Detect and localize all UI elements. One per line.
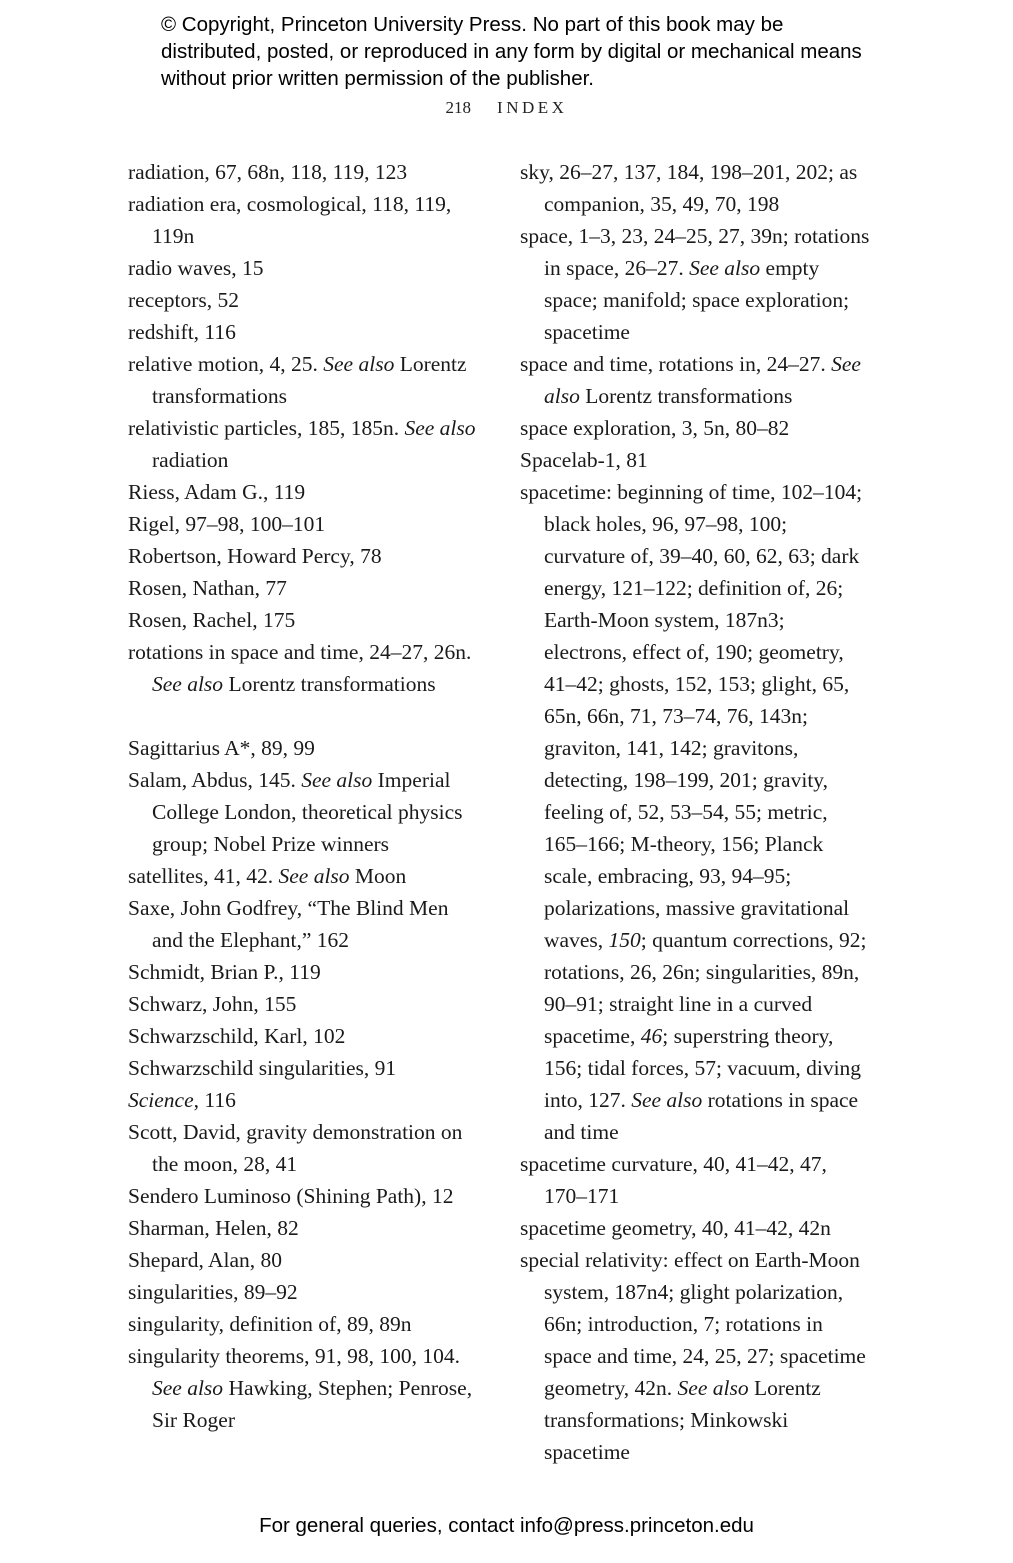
index-entry bbox=[520, 1212, 872, 1244]
index-entry bbox=[128, 1212, 480, 1244]
entry-text: Schwarz, John, 155 bbox=[128, 992, 297, 1016]
index-entry bbox=[128, 348, 480, 412]
see-also-label: See also bbox=[295, 768, 373, 792]
entry-text: space and time, rotations in, 24–27. bbox=[520, 352, 826, 376]
entry-text: Saxe, John Godfrey, “The Blind Men and the Elephant,” 162 bbox=[128, 896, 449, 952]
entry-text: redshift, 116 bbox=[128, 320, 236, 344]
index-entry bbox=[520, 412, 872, 444]
entry-text: Schwarzschild singularities, 91 bbox=[128, 1056, 397, 1080]
section-title: INDEX bbox=[497, 98, 568, 117]
index-entry bbox=[128, 1244, 480, 1276]
entry-text: Robertson, Howard Percy, 78 bbox=[128, 544, 382, 568]
index-entry bbox=[128, 732, 480, 764]
entry-text: Sagittarius A*, 89, 99 bbox=[128, 736, 315, 760]
index-entry bbox=[128, 604, 480, 636]
index-entry bbox=[520, 220, 872, 348]
index-entry bbox=[128, 412, 480, 476]
entry-text: Rigel, 97–98, 100–101 bbox=[128, 512, 326, 536]
entry-text: , 116 bbox=[193, 1088, 236, 1112]
entry-text: Rosen, Rachel, 175 bbox=[128, 608, 296, 632]
see-also-target: rotations in space and time bbox=[544, 1088, 859, 1144]
letter-gap bbox=[128, 700, 480, 732]
see-also-target: empty space; manifold; space exploration; spacetime bbox=[544, 256, 850, 344]
see-also-target: Lorentz transformations; Minkowski spacetime bbox=[544, 1376, 821, 1464]
index-column-right bbox=[520, 156, 872, 1468]
index-entry bbox=[128, 1340, 480, 1436]
entry-text: spacetime curvature, 40, 41–42, 47, 170–171 bbox=[520, 1152, 827, 1208]
index-entry bbox=[128, 1180, 480, 1212]
see-also-target: radiation bbox=[152, 448, 229, 472]
entry-italic-page: 150 bbox=[603, 928, 641, 952]
entry-text: radiation era, cosmological, 118, 119, 119n bbox=[128, 192, 452, 248]
entry-text: Schwarzschild, Karl, 102 bbox=[128, 1024, 346, 1048]
see-also-target: Hawking, Stephen; Penrose, Sir Roger bbox=[152, 1376, 473, 1432]
index-entry bbox=[128, 1308, 480, 1340]
entry-text: Riess, Adam G., 119 bbox=[128, 480, 306, 504]
entry-italic-page: 46 bbox=[635, 1024, 663, 1048]
index-entry bbox=[128, 988, 480, 1020]
entry-text: Shepard, Alan, 80 bbox=[128, 1248, 283, 1272]
entry-text: Salam, Abdus, 145. bbox=[128, 768, 296, 792]
entry-text: sky, 26–27, 137, 184, 198–201, 202; as companion, 35, 49, 70, 198 bbox=[520, 160, 858, 216]
entry-text: spacetime: beginning of time, 102–104; black holes, 96, 97–98, 100; curvature of, 39–40, 60, 62, 63; dark energy, 121–122; definition of, 26; Earth-Moon system, 187n3; electrons, effect of, 190; geometry, 41–42; ghosts, 152, 153; glight, 65, 65n, 66n, 71, 73–74, 76, 143n; graviton, 141, 142; gravitons, detecting, 198–199, 201; gravity, feeling of, 52, 53–54, 55; metric, 165–166; M-theory, 156; Planck scale, embracing, 93, 94–95; polarizations, massive gravitational waves, bbox=[520, 480, 863, 952]
index-entry bbox=[128, 188, 480, 252]
index-entry bbox=[128, 1052, 480, 1084]
index-entry bbox=[520, 476, 872, 1148]
see-also-label: See also bbox=[672, 1376, 749, 1400]
index-entry bbox=[128, 252, 480, 284]
index-entry bbox=[128, 572, 480, 604]
entry-text: singularities, 89–92 bbox=[128, 1280, 298, 1304]
entry-text: Sendero Luminoso (Shining Path), 12 bbox=[128, 1184, 454, 1208]
see-also-target: Lorentz transformations bbox=[579, 384, 793, 408]
index-entry bbox=[128, 508, 480, 540]
see-also-target: Lorentz transformations bbox=[152, 352, 467, 408]
entry-text: radio waves, 15 bbox=[128, 256, 264, 280]
entry-text: singularity, definition of, 89, 89n bbox=[128, 1312, 412, 1336]
entry-text: rotations in space and time, 24–27, 26n. bbox=[128, 640, 472, 664]
index-entry bbox=[128, 860, 480, 892]
page-number: 218 bbox=[445, 98, 472, 117]
index-entry bbox=[128, 892, 480, 956]
copyright-notice: © Copyright, Princeton University Press. No part of this book may be distributed, posted, or reproduced in any form by digital or mechanical means without prior written permission of the publisher. bbox=[161, 13, 862, 90]
index-entry bbox=[520, 1148, 872, 1212]
entry-text: Rosen, Nathan, 77 bbox=[128, 576, 287, 600]
see-also-label: See also bbox=[273, 864, 350, 888]
entry-text: ; superstring theory, 156; tidal forces, 57; vacuum, diving into, 127. bbox=[544, 1024, 862, 1112]
entry-text: Spacelab-1, 81 bbox=[520, 448, 648, 472]
entry-text: special relativity: effect on Earth-Moon system, 187n4; glight polarization, 66n; introduction, 7; rotations in space and time, 24, 25, 27; spacetime geometry, 42n. bbox=[520, 1248, 866, 1400]
see-also-label: See also bbox=[399, 416, 476, 440]
entry-text: space exploration, 3, 5n, 80–82 bbox=[520, 416, 790, 440]
index-entry bbox=[128, 1020, 480, 1052]
index-entry bbox=[128, 1116, 480, 1180]
entry-text: space, 1–3, 23, 24–25, 27, 39n; rotations in space, 26–27. bbox=[520, 224, 870, 280]
index-entry bbox=[520, 348, 872, 412]
see-also-label: See also bbox=[683, 256, 761, 280]
index-entry bbox=[128, 284, 480, 316]
entry-text: relativistic particles, 185, 185n. bbox=[128, 416, 400, 440]
index-entry bbox=[128, 1276, 480, 1308]
see-also-label: See also bbox=[152, 1376, 224, 1400]
index-entry bbox=[128, 316, 480, 348]
see-also-target: Lorentz transformations bbox=[223, 672, 436, 696]
entry-text: satellites, 41, 42. bbox=[128, 864, 274, 888]
entry-text: Scott, David, gravity demonstration on the moon, 28, 41 bbox=[128, 1120, 463, 1176]
index-entry bbox=[128, 636, 480, 700]
entry-text: radiation, 67, 68n, 118, 119, 123 bbox=[128, 160, 408, 184]
index-entry bbox=[128, 156, 480, 188]
footer-contact: For general queries, contact info@press.princeton.edu bbox=[259, 1514, 754, 1537]
entry-text: Schmidt, Brian P., 119 bbox=[128, 960, 321, 984]
index-entry bbox=[128, 1084, 480, 1116]
index-entry bbox=[520, 444, 872, 476]
see-also-label: See also bbox=[544, 352, 861, 408]
entry-text: singularity theorems, 91, 98, 100, 104. bbox=[128, 1344, 461, 1368]
index-entry bbox=[128, 540, 480, 572]
index-entry bbox=[128, 476, 480, 508]
entry-text: relative motion, 4, 25. bbox=[128, 352, 318, 376]
running-head bbox=[0, 98, 1013, 118]
index-entry bbox=[128, 956, 480, 988]
see-also-label: See also bbox=[152, 672, 224, 696]
index-column-left bbox=[128, 156, 480, 1436]
index-entry bbox=[128, 764, 480, 860]
index-entry bbox=[520, 1244, 872, 1468]
entry-text: receptors, 52 bbox=[128, 288, 240, 312]
see-also-target: Moon bbox=[349, 864, 407, 888]
entry-text: ; quantum corrections, 92; rotations, 26, 26n; singularities, 89n, 90–91; straight line in a curved spacetime, bbox=[544, 928, 867, 1048]
see-also-target: Imperial College London, theoretical physics group; Nobel Prize winners bbox=[152, 768, 463, 856]
see-also-label: See also bbox=[625, 1088, 703, 1112]
entry-italic-title: Science bbox=[128, 1088, 194, 1112]
entry-text: Sharman, Helen, 82 bbox=[128, 1216, 299, 1240]
see-also-label: See also bbox=[317, 352, 395, 376]
entry-text: spacetime geometry, 40, 41–42, 42n bbox=[520, 1216, 831, 1240]
index-entry bbox=[520, 156, 872, 220]
